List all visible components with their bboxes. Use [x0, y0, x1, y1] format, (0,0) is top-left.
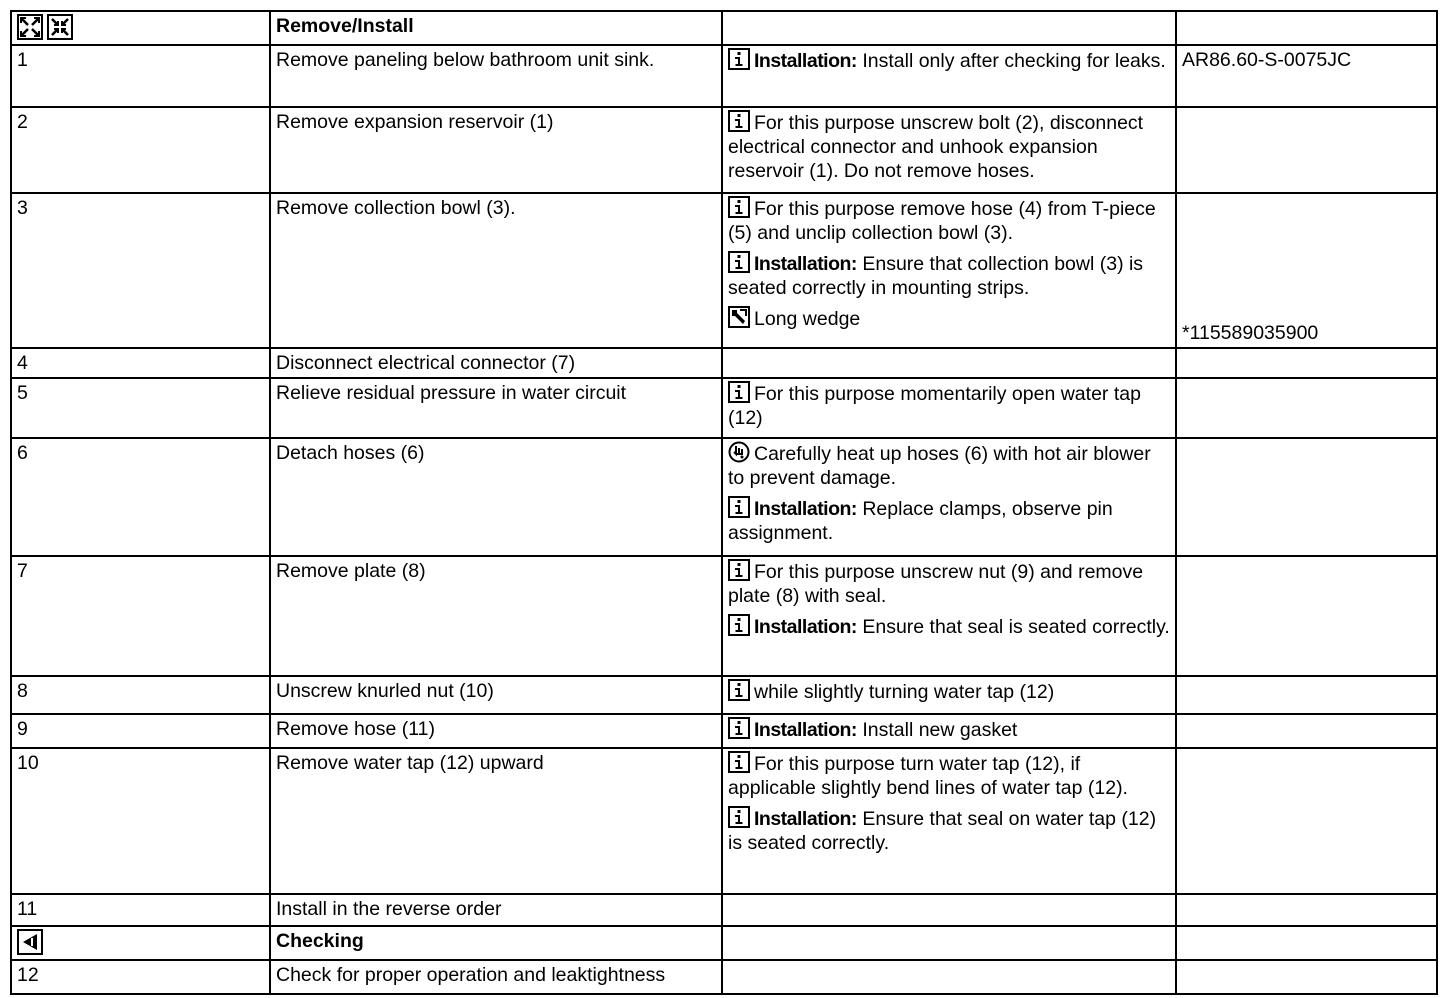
- table-row: [11, 676, 1437, 714]
- table-row: [11, 960, 1437, 994]
- step-notes: [722, 676, 1176, 714]
- note-text: Long wedge: [754, 308, 861, 330]
- note-text: Carefully heat up hoses (6) with hot air blower to prevent damage.: [728, 443, 1151, 489]
- note: [728, 251, 1170, 300]
- table-row: [11, 556, 1437, 676]
- note: [728, 717, 1170, 742]
- step-number: 6: [11, 438, 270, 556]
- note-text: Install new gasket: [862, 719, 1018, 741]
- step-number: 3: [11, 193, 270, 348]
- reference-number: [1176, 676, 1437, 714]
- tool-icon: [728, 306, 750, 328]
- reference-number: [1176, 556, 1437, 676]
- step-number: 1: [11, 45, 270, 107]
- note-text: while slightly turning water tap (12): [754, 681, 1055, 703]
- step-notes: [722, 714, 1176, 748]
- note-text: For this purpose remove hose (4) from T-piece (5) and unclip collection bowl (3).: [728, 198, 1156, 244]
- reference-number: [1176, 438, 1437, 556]
- note-text: Ensure that seal on water tap (12) is seated correctly.: [728, 808, 1157, 854]
- info-icon: [728, 48, 750, 70]
- step-notes: [722, 45, 1176, 107]
- table-row: [11, 894, 1437, 926]
- note-text: For this purpose momentarily open water tap (12): [728, 383, 1141, 429]
- reference-number: [1176, 748, 1437, 894]
- reference-number: [1176, 348, 1437, 378]
- note: [728, 110, 1170, 183]
- table-row: [11, 438, 1437, 556]
- step-action: Disconnect electrical connector (7): [270, 348, 722, 378]
- step-action: Install in the reverse order: [270, 894, 722, 926]
- step-action: Relieve residual pressure in water circuit: [270, 378, 722, 438]
- info-icon: [728, 614, 750, 636]
- reference-number: [1176, 960, 1437, 994]
- note-text: Ensure that collection bowl (3) is seated correctly in mounting strips.: [728, 253, 1144, 299]
- note-prefix: Installation:: [754, 719, 857, 741]
- step-number: 8: [11, 676, 270, 714]
- step-notes: [722, 438, 1176, 556]
- info-icon: [728, 196, 750, 218]
- note-text: Install only after checking for leaks.: [862, 50, 1166, 72]
- checking-notes-cell: [722, 926, 1176, 960]
- step-number: 11: [11, 894, 270, 926]
- reference-number: [1176, 894, 1437, 926]
- note: [728, 614, 1170, 639]
- header-row: [11, 11, 1437, 45]
- step-action: Remove collection bowl (3).: [270, 193, 722, 348]
- note: [728, 679, 1170, 704]
- info-icon: [728, 381, 750, 403]
- note: [728, 306, 1170, 331]
- note: [728, 196, 1170, 245]
- step-notes: [722, 193, 1176, 348]
- note-prefix: Installation:: [754, 498, 857, 520]
- step-action: Detach hoses (6): [270, 438, 722, 556]
- note: [728, 441, 1170, 490]
- note-text: Ensure that seal is seated correctly.: [862, 616, 1170, 638]
- step-action: Remove paneling below bathroom unit sink.: [270, 45, 722, 107]
- header-title: Remove/Install: [270, 11, 722, 45]
- info-icon: [728, 110, 750, 132]
- install-icon: [47, 14, 73, 40]
- table-row: [11, 748, 1437, 894]
- step-action: Remove expansion reservoir (1): [270, 107, 722, 193]
- info-icon: [728, 251, 750, 273]
- step-number: 4: [11, 348, 270, 378]
- table-row: [11, 378, 1437, 438]
- step-number: 9: [11, 714, 270, 748]
- header-ref-cell: [1176, 11, 1437, 45]
- note-text: For this purpose unscrew bolt (2), disconnect electrical connector and unhook expansion reservoir (1). Do not remove hoses.: [728, 112, 1144, 182]
- note: [728, 381, 1170, 430]
- info-icon: [728, 806, 750, 828]
- step-number: 2: [11, 107, 270, 193]
- step-action: Unscrew knurled nut (10): [270, 676, 722, 714]
- remove-icon: [17, 14, 43, 40]
- step-notes: [722, 556, 1176, 676]
- step-notes: [722, 378, 1176, 438]
- step-number: 7: [11, 556, 270, 676]
- step-action: Remove water tap (12) upward: [270, 748, 722, 894]
- check-icon: [17, 929, 43, 955]
- step-notes: [722, 748, 1176, 894]
- table-row: [11, 107, 1437, 193]
- step-action: Remove plate (8): [270, 556, 722, 676]
- note-text: For this purpose unscrew nut (9) and remove plate (8) with seal.: [728, 561, 1144, 607]
- step-number: 5: [11, 378, 270, 438]
- step-notes: [722, 960, 1176, 994]
- note-prefix: Installation:: [754, 808, 857, 830]
- step-notes: [722, 894, 1176, 926]
- step-action: Check for proper operation and leaktightness: [270, 960, 722, 994]
- reference-number: [1176, 714, 1437, 748]
- checking-title: Checking: [270, 926, 722, 960]
- reference-number: AR86.60-S-0075JC: [1176, 45, 1437, 107]
- step-number: 10: [11, 748, 270, 894]
- info-icon: [728, 496, 750, 518]
- note: [728, 496, 1170, 545]
- table-row: [11, 45, 1437, 107]
- header-icons-cell: [11, 11, 270, 45]
- note-prefix: Installation:: [754, 253, 857, 275]
- note-prefix: Installation:: [754, 50, 857, 72]
- step-notes: [722, 107, 1176, 193]
- info-icon: [728, 717, 750, 739]
- procedure-table: [10, 10, 1438, 995]
- step-number: 12: [11, 960, 270, 994]
- table-row: [11, 348, 1437, 378]
- caution-icon: [728, 441, 750, 463]
- header-notes-cell: [722, 11, 1176, 45]
- checking-icon-cell: [11, 926, 270, 960]
- note-text: For this purpose turn water tap (12), if applicable slightly bend lines of water tap (12).: [728, 753, 1128, 799]
- info-icon: [728, 679, 750, 701]
- note-prefix: Installation:: [754, 616, 857, 638]
- reference-number: [1176, 378, 1437, 438]
- step-action: Remove hose (11): [270, 714, 722, 748]
- checking-ref-cell: [1176, 926, 1437, 960]
- note: [728, 751, 1170, 800]
- note: [728, 559, 1170, 608]
- note: [728, 48, 1170, 73]
- note-text: Replace clamps, observe pin assignment.: [728, 498, 1113, 544]
- note: [728, 806, 1170, 855]
- step-notes: [722, 348, 1176, 378]
- table-row: [11, 714, 1437, 748]
- table-row: [11, 193, 1437, 348]
- info-icon: [728, 751, 750, 773]
- info-icon: [728, 559, 750, 581]
- reference-number: [1176, 107, 1437, 193]
- reference-number: *115589035900: [1176, 193, 1437, 348]
- checking-row: [11, 926, 1437, 960]
